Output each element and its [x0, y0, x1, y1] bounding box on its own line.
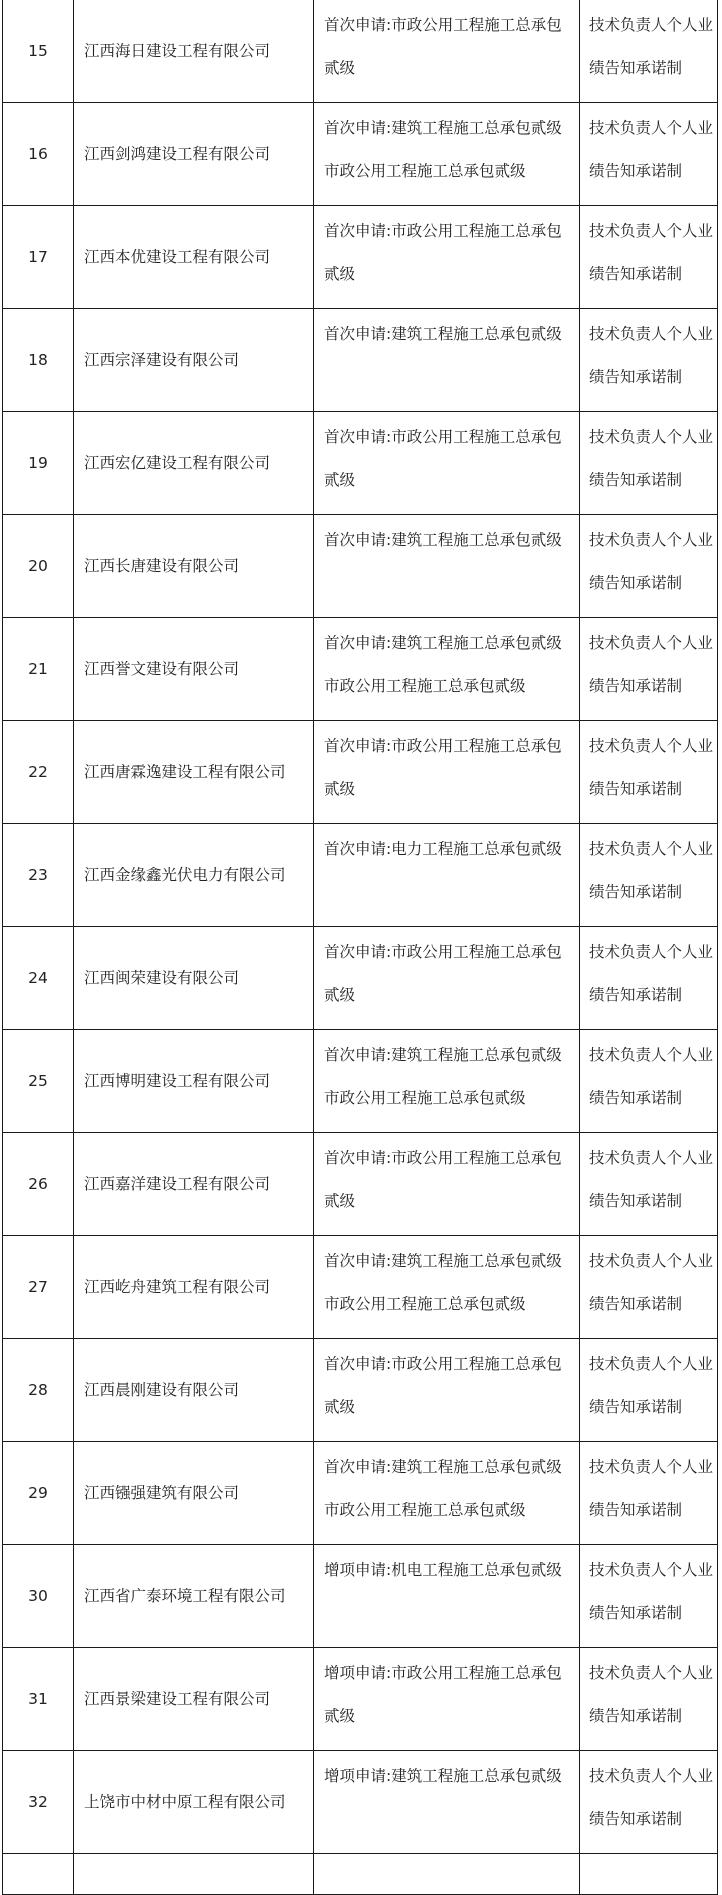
row-number: 23 [3, 824, 74, 927]
table-cell-empty [3, 1854, 74, 1895]
table-row [3, 1030, 718, 1133]
review-method: 技术负责人个人业绩告知承诺制 [580, 824, 718, 927]
company-name: 上饶市中材中原工程有限公司 [74, 1751, 314, 1854]
review-method: 技术负责人个人业绩告知承诺制 [580, 618, 718, 721]
company-name: 江西晨刚建设有限公司 [74, 1339, 314, 1442]
review-method: 技术负责人个人业绩告知承诺制 [580, 1648, 718, 1751]
company-name: 江西景梁建设工程有限公司 [74, 1648, 314, 1751]
row-number: 25 [3, 1030, 74, 1133]
application-type: 首次申请:市政公用工程施工总承包贰级 [314, 206, 580, 309]
table-row [3, 1236, 718, 1339]
table-row [3, 618, 718, 721]
table-row [3, 206, 718, 309]
row-number: 29 [3, 1442, 74, 1545]
application-type: 首次申请:建筑工程施工总承包贰级市政公用工程施工总承包贰级 [314, 1030, 580, 1133]
application-type: 首次申请:建筑工程施工总承包贰级市政公用工程施工总承包贰级 [314, 1236, 580, 1339]
application-type: 首次申请:建筑工程施工总承包贰级市政公用工程施工总承包贰级 [314, 103, 580, 206]
review-method: 技术负责人个人业绩告知承诺制 [580, 412, 718, 515]
table-row [3, 1339, 718, 1442]
application-type: 首次申请:建筑工程施工总承包贰级 [314, 309, 580, 412]
table-row [3, 309, 718, 412]
company-name: 江西唐霖逸建设工程有限公司 [74, 721, 314, 824]
company-name: 江西闽荣建设有限公司 [74, 927, 314, 1030]
company-name: 江西本优建设工程有限公司 [74, 206, 314, 309]
row-number: 22 [3, 721, 74, 824]
review-method: 技术负责人个人业绩告知承诺制 [580, 206, 718, 309]
application-type: 增项申请:市政公用工程施工总承包贰级 [314, 1648, 580, 1751]
row-number: 28 [3, 1339, 74, 1442]
table-row [3, 1133, 718, 1236]
review-method: 技术负责人个人业绩告知承诺制 [580, 1339, 718, 1442]
application-type: 首次申请:建筑工程施工总承包贰级 [314, 515, 580, 618]
row-number: 32 [3, 1751, 74, 1854]
table-row [3, 0, 718, 103]
row-number: 21 [3, 618, 74, 721]
table-row [3, 721, 718, 824]
row-number: 20 [3, 515, 74, 618]
company-name: 江西省广泰环境工程有限公司 [74, 1545, 314, 1648]
application-type: 首次申请:市政公用工程施工总承包贰级 [314, 0, 580, 103]
company-name: 江西镪强建筑有限公司 [74, 1442, 314, 1545]
review-method: 技术负责人个人业绩告知承诺制 [580, 927, 718, 1030]
table-row [3, 412, 718, 515]
application-type: 增项申请:机电工程施工总承包贰级 [314, 1545, 580, 1648]
table-row-partial [3, 1854, 718, 1895]
application-type: 增项申请:建筑工程施工总承包贰级 [314, 1751, 580, 1854]
row-number: 19 [3, 412, 74, 515]
application-type: 首次申请:电力工程施工总承包贰级 [314, 824, 580, 927]
table-cell-empty [314, 1854, 580, 1895]
row-number: 15 [3, 0, 74, 103]
company-name: 江西海日建设工程有限公司 [74, 0, 314, 103]
application-type: 首次申请:市政公用工程施工总承包贰级 [314, 1339, 580, 1442]
table-cell-empty [580, 1854, 718, 1895]
company-name: 江西博明建设工程有限公司 [74, 1030, 314, 1133]
row-number: 30 [3, 1545, 74, 1648]
row-number: 17 [3, 206, 74, 309]
review-method: 技术负责人个人业绩告知承诺制 [580, 1442, 718, 1545]
review-method: 技术负责人个人业绩告知承诺制 [580, 309, 718, 412]
company-name: 江西宏亿建设工程有限公司 [74, 412, 314, 515]
company-name: 江西金缘鑫光伏电力有限公司 [74, 824, 314, 927]
company-name: 江西誉文建设有限公司 [74, 618, 314, 721]
application-type: 首次申请:市政公用工程施工总承包贰级 [314, 721, 580, 824]
table-cell-empty [74, 1854, 314, 1895]
table-row [3, 515, 718, 618]
review-method: 技术负责人个人业绩告知承诺制 [580, 1545, 718, 1648]
row-number: 18 [3, 309, 74, 412]
review-method: 技术负责人个人业绩告知承诺制 [580, 1133, 718, 1236]
table-row [3, 1545, 718, 1648]
company-name: 江西剑鸿建设工程有限公司 [74, 103, 314, 206]
row-number: 27 [3, 1236, 74, 1339]
company-name: 江西长唐建设有限公司 [74, 515, 314, 618]
qualification-table [2, 0, 718, 1895]
table-row [3, 1648, 718, 1751]
application-type: 首次申请:建筑工程施工总承包贰级市政公用工程施工总承包贰级 [314, 618, 580, 721]
application-type: 首次申请:市政公用工程施工总承包贰级 [314, 412, 580, 515]
review-method: 技术负责人个人业绩告知承诺制 [580, 515, 718, 618]
application-type: 首次申请:市政公用工程施工总承包贰级 [314, 1133, 580, 1236]
row-number: 16 [3, 103, 74, 206]
table-row [3, 103, 718, 206]
review-method: 技术负责人个人业绩告知承诺制 [580, 1236, 718, 1339]
review-method: 技术负责人个人业绩告知承诺制 [580, 721, 718, 824]
table-row [3, 1442, 718, 1545]
review-method: 技术负责人个人业绩告知承诺制 [580, 1751, 718, 1854]
company-name: 江西嘉洋建设工程有限公司 [74, 1133, 314, 1236]
row-number: 26 [3, 1133, 74, 1236]
review-method: 技术负责人个人业绩告知承诺制 [580, 0, 718, 103]
review-method: 技术负责人个人业绩告知承诺制 [580, 1030, 718, 1133]
table-row [3, 927, 718, 1030]
review-method: 技术负责人个人业绩告知承诺制 [580, 103, 718, 206]
application-type: 首次申请:市政公用工程施工总承包贰级 [314, 927, 580, 1030]
company-name: 江西屹舟建筑工程有限公司 [74, 1236, 314, 1339]
row-number: 24 [3, 927, 74, 1030]
company-name: 江西宗泽建设有限公司 [74, 309, 314, 412]
row-number: 31 [3, 1648, 74, 1751]
application-type: 首次申请:建筑工程施工总承包贰级市政公用工程施工总承包贰级 [314, 1442, 580, 1545]
table-row [3, 1751, 718, 1854]
table-row [3, 824, 718, 927]
